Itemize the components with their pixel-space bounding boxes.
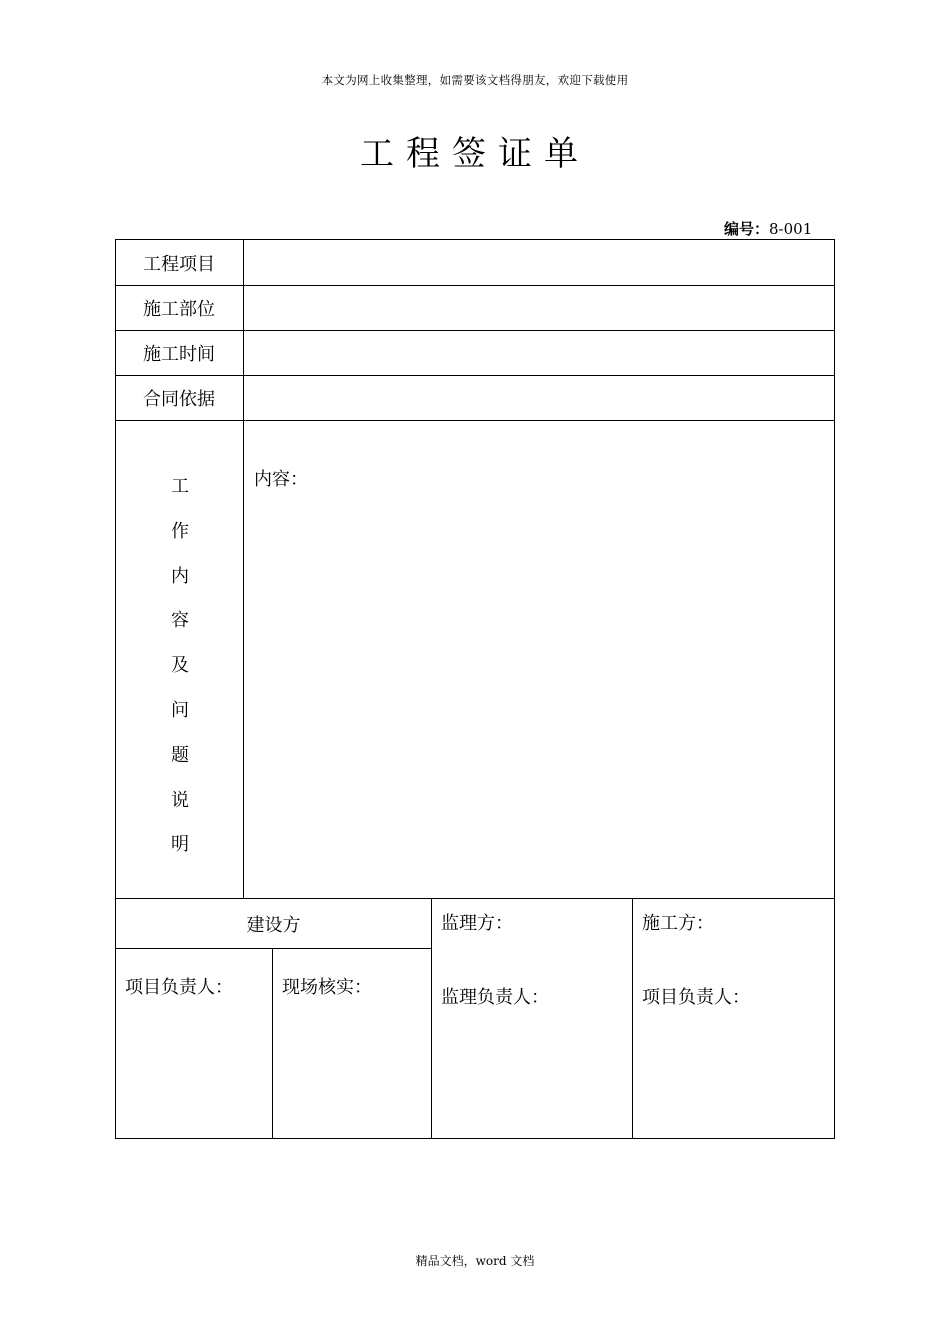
content-label[interactable]: 内容：	[254, 469, 308, 490]
row-divider	[115, 420, 835, 421]
vertical-char: 及	[171, 655, 189, 677]
vertical-char: 题	[171, 744, 189, 766]
vertical-char: 明	[171, 834, 189, 856]
vertical-char: 工	[171, 476, 189, 497]
footer-note: 精品文档，word 文档	[415, 1254, 535, 1268]
vertical-char: 内	[171, 565, 189, 587]
owner-heading: 建设方	[246, 915, 301, 936]
supervisor-heading: 监理方：	[441, 913, 513, 934]
serial-label: 编号：	[724, 220, 770, 238]
row-divider	[115, 285, 835, 286]
contractor-lead-label[interactable]: 项目负责人：	[642, 987, 750, 1008]
serial-number	[724, 218, 812, 239]
work-section-vertical-label	[116, 476, 244, 879]
row-label-time: 施工时间	[143, 344, 215, 365]
column-divider	[632, 898, 633, 1139]
vertical-char: 容	[171, 610, 189, 632]
page-title: 工程签证单	[360, 134, 590, 174]
column-divider	[272, 948, 273, 1139]
vertical-char: 作	[171, 520, 189, 542]
serial-value: 8-001	[769, 220, 813, 238]
row-label-contract-basis: 合同依据	[143, 389, 215, 410]
row-divider	[115, 898, 835, 899]
row-divider	[115, 375, 835, 376]
vertical-char: 问	[171, 699, 189, 721]
row-label-project: 工程项目	[143, 254, 215, 275]
supervisor-lead-label[interactable]: 监理负责人：	[441, 987, 549, 1008]
header-note: 本文为网上收集整理，如需要该文档得朋友，欢迎下载使用	[321, 73, 629, 87]
column-divider	[431, 898, 432, 1139]
row-divider	[115, 948, 431, 949]
row-divider	[115, 330, 835, 331]
owner-site-check-label[interactable]: 现场核实：	[282, 977, 372, 998]
contractor-heading: 施工方：	[642, 913, 714, 934]
owner-project-lead-label[interactable]: 项目负责人：	[125, 977, 233, 998]
vertical-char: 说	[171, 789, 189, 811]
row-label-location: 施工部位	[143, 299, 215, 320]
